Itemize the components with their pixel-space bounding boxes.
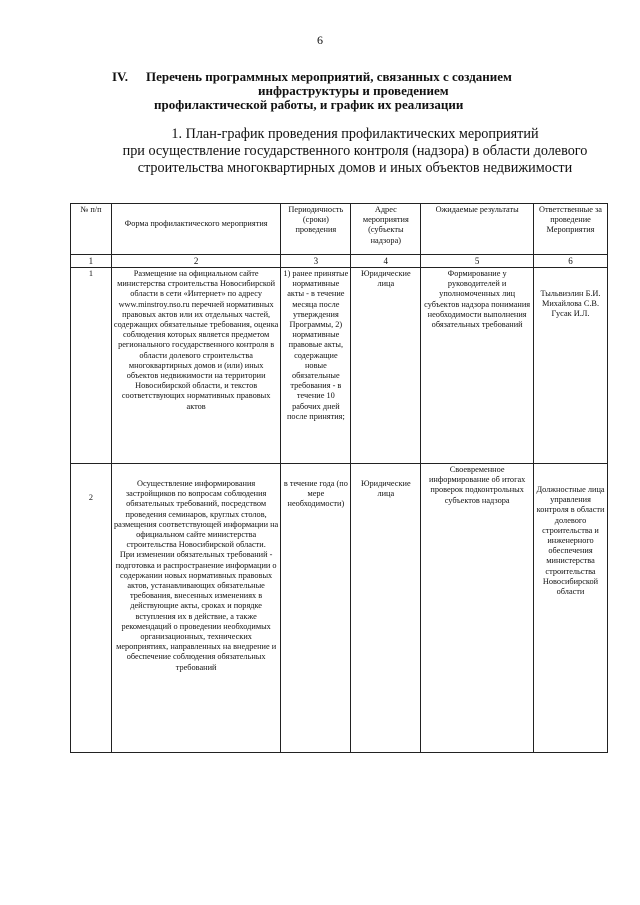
index-cell: 5 bbox=[421, 255, 534, 268]
row-responsible: Тыльвиэлин Б.И. Михайлова С.В. Гусак И.Л. bbox=[534, 268, 608, 464]
page-number: 6 bbox=[317, 33, 323, 47]
subtitle-line-1: 1. План-график проведения профилактических мероприятий bbox=[171, 126, 539, 142]
row-period: в течение года (по мере необходимости) bbox=[281, 464, 351, 753]
subtitle-line-3: строительства многоквартирных домов и иных объектов недвижимости bbox=[137, 160, 573, 176]
subtitle-line-2: при осуществление государственного контроля (надзора) в области долевого bbox=[122, 143, 588, 159]
table-header-row bbox=[71, 204, 608, 255]
header-number: № п/п bbox=[71, 204, 112, 255]
row-responsible: Должностные лица управления контроля в области долевого строительства и инженерного обеспечения министерства строительства Новосибирской области bbox=[534, 464, 608, 753]
table-index-row bbox=[71, 255, 608, 268]
header-period: Периодичность (сроки) проведения bbox=[281, 204, 351, 255]
table-row bbox=[71, 268, 608, 464]
row-form-paragraph-2: При изменении обязательных требований - подготовка и распространение информации о содержании новых нормативных правовых актов, устанавливающих обязательные требования, внесенных изменениях в действующие акты, сроках и порядке вступления их в действие, а также рекомендаций о проведении необходимых организационных, технических мероприятиях, направленных на внедрение и обеспечение соблюдения обязательных требований bbox=[115, 550, 277, 672]
section-title-line-3: профилактической работы, и график их реализации bbox=[154, 97, 464, 112]
section-title-line-2: инфраструктуры и проведением bbox=[258, 83, 449, 98]
index-cell: 4 bbox=[351, 255, 421, 268]
header-result: Ожидаемые результаты bbox=[421, 204, 534, 255]
row-period: 1) ранее принятые нормативные акты - в течение месяца после утверждения Программы, 2) нормативные правовые акты, содержащие новые обязательные требования - в течение 10 рабочих дней после принятия; bbox=[281, 268, 351, 464]
header-responsible: Ответственные за проведение Мероприятия bbox=[534, 204, 608, 255]
schedule-table bbox=[70, 203, 608, 753]
index-cell: 3 bbox=[281, 255, 351, 268]
table-row bbox=[71, 464, 608, 753]
row-number: 2 bbox=[71, 464, 112, 753]
section-number: IV. bbox=[112, 69, 129, 84]
index-cell: 6 bbox=[534, 255, 608, 268]
row-result: Формирование у руководителей и уполномоченных лиц субъектов надзора понимания необходимости выполнения обязательных требований bbox=[421, 268, 534, 464]
row-result: Своевременное информирование об итогах проверок подконтрольных субъектов надзора bbox=[421, 464, 534, 753]
row-address: Юридические лица bbox=[351, 464, 421, 753]
header-address: Адрес мероприятия (субъекты надзора) bbox=[351, 204, 421, 255]
row-form: Размещение на официальном сайте министерства строительства Новосибирской области в сети «Интернет» по адресу www.minstroy.nso.ru перечней нормативных правовых актов или их отдельных частей, содержащих обязательные требования, оценка соблюдения которых является предметом регионального государственного контроля в области долевого строительства многоквартирных домов и (или) иных объектов недвижимости на территории Новосибирской области, и текстов соответствующих нормативных правовых актов bbox=[111, 268, 281, 464]
index-cell: 1 bbox=[71, 255, 112, 268]
row-address: Юридические лица bbox=[351, 268, 421, 464]
row-form-paragraph-1: Осуществление информирования застройщиков по вопросам соблюдения обязательных требований, посредством проведения семинаров, круглых столов, размещения соответствующей информации на официальном сайте министерства строительства Новосибирской области. bbox=[114, 479, 279, 550]
plan-subtitle bbox=[100, 126, 610, 177]
header-form: Форма профилактического мероприятия bbox=[111, 204, 281, 255]
index-cell: 2 bbox=[111, 255, 281, 268]
row-form bbox=[111, 464, 281, 753]
row-number: 1 bbox=[71, 268, 112, 464]
section-title-line-1: Перечень программных мероприятий, связанных с созданием bbox=[146, 69, 512, 84]
